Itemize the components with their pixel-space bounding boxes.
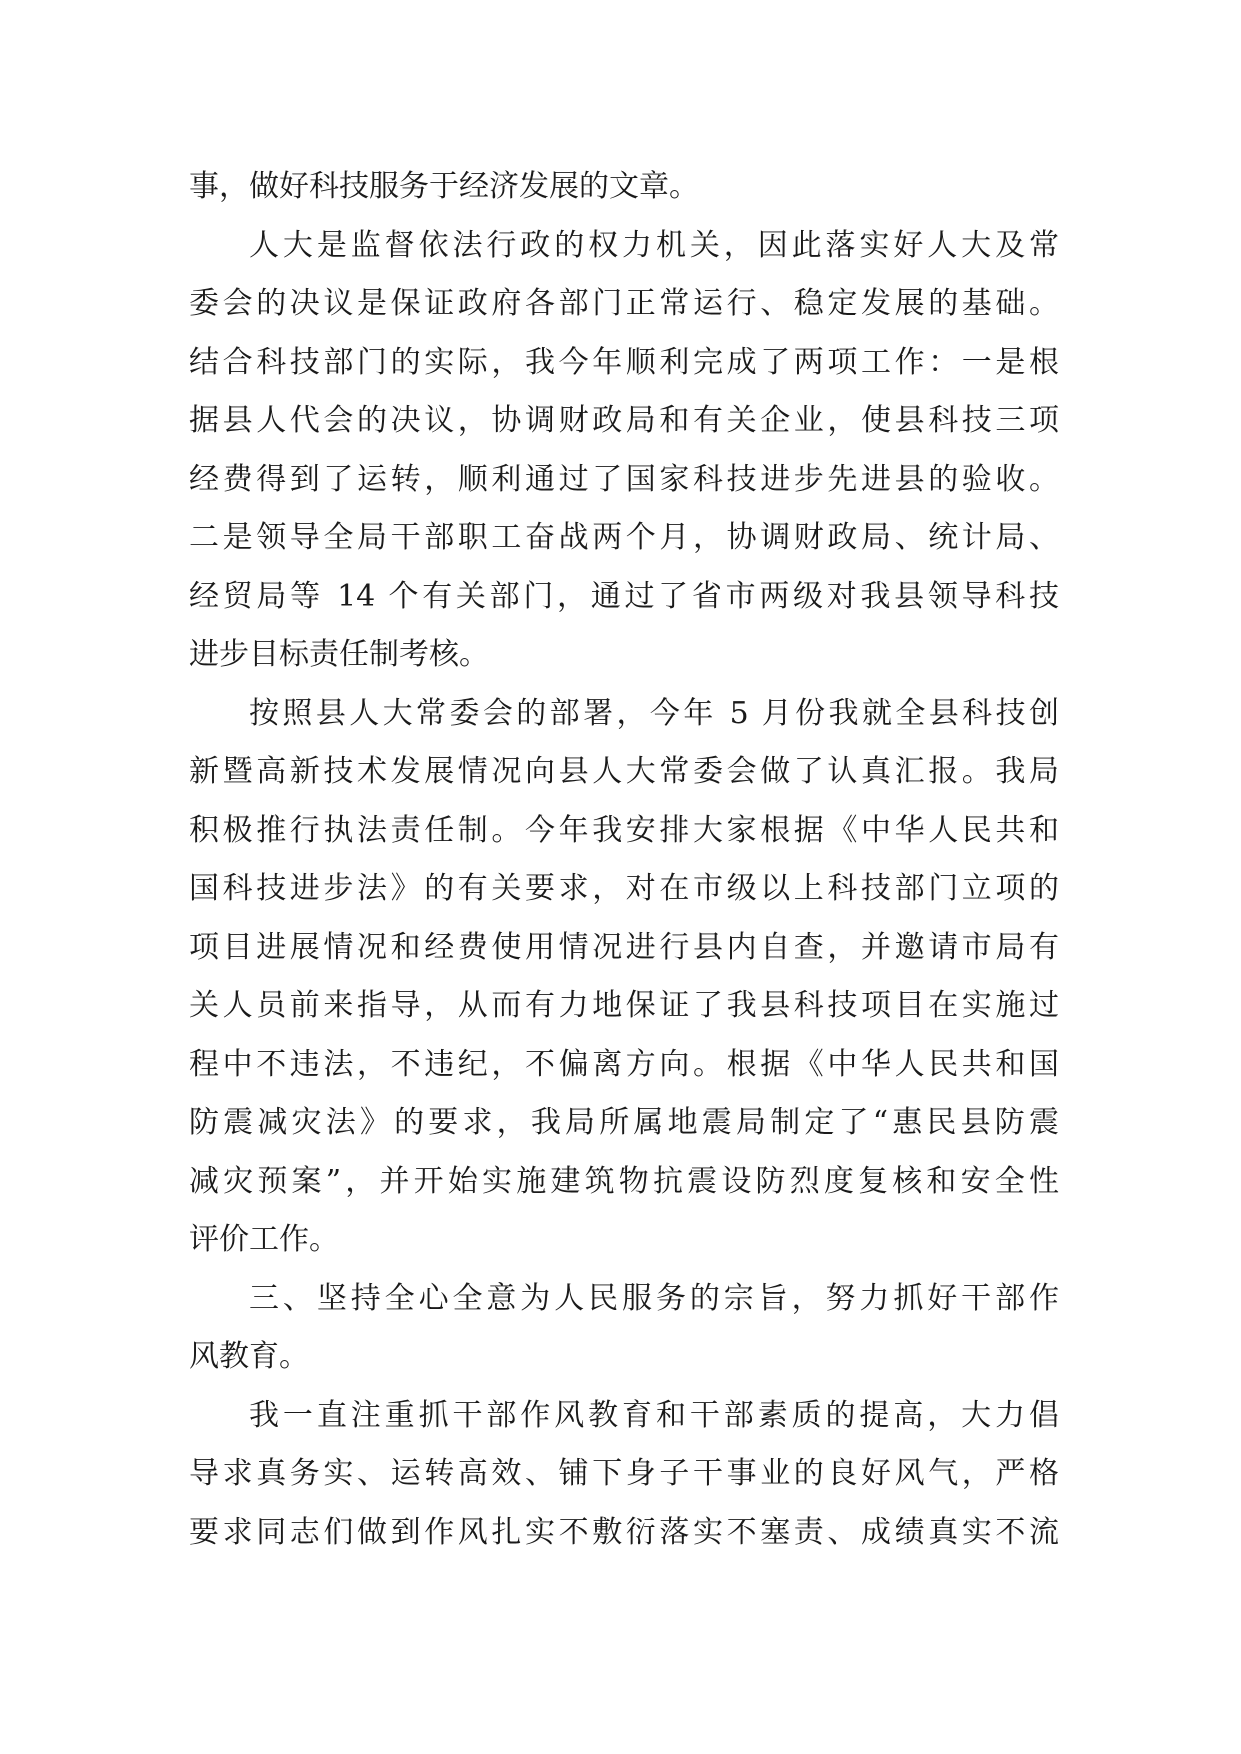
text-line: 进步目标责任制考核。: [189, 637, 489, 672]
text-line: 积极推行执法责任制。今年我安排大家根据《中华人民共和: [189, 812, 1059, 848]
text-line: 我一直注重抓干部作风教育和干部素质的提高，大力倡: [249, 1397, 1059, 1433]
text-line: 新暨高新技术发展情况向县人大常委会做了认真汇报。我局: [189, 754, 1059, 789]
text-line: 按照县人大常委会的部署，今年 5 月份我就全县科技创: [249, 695, 1059, 731]
text-line: 经贸局等 14 个有关部门，通过了省市两级对我县领导科技: [189, 578, 1059, 614]
text-line: 经费得到了运转，顺利通过了国家科技进步先进县的验收。: [189, 461, 1059, 497]
text-line: 导求真务实、运转高效、铺下身子干事业的良好风气，严格: [189, 1456, 1059, 1491]
text-line: 委会的决议是保证政府各部门正常运行、稳定发展的基础。: [189, 286, 1059, 321]
text-line: 程中不违法，不违纪，不偏离方向。根据《中华人民共和国: [189, 1046, 1059, 1082]
text-line: 国科技进步法》的有关要求，对在市级以上科技部门立项的: [189, 871, 1059, 906]
text-line: 防震减灾法》的要求，我局所属地震局制定了“惠民县防震: [189, 1105, 1059, 1140]
text-line: 风教育。: [189, 1339, 309, 1374]
text-line: 人大是监督依法行政的权力机关，因此落实好人大及常: [249, 227, 1059, 263]
body-text: [189, 158, 1059, 1562]
text-line: 事，做好科技服务于经济发展的文章。: [189, 169, 699, 204]
text-line: 评价工作。: [189, 1222, 339, 1257]
text-line: 关人员前来指导，从而有力地保证了我县科技项目在实施过: [189, 988, 1059, 1023]
text-line: 要求同志们做到作风扎实不敷衍落实不塞责、成绩真实不流: [189, 1514, 1059, 1550]
text-line: 据县人代会的决议，协调财政局和有关企业，使县科技三项: [189, 403, 1059, 438]
text-line: 减灾预案”，并开始实施建筑物抗震设防烈度复核和安全性: [189, 1163, 1059, 1199]
text-line: 项目进展情况和经费使用情况进行县内自查，并邀请市局有: [189, 929, 1059, 965]
text-line: 三、坚持全心全意为人民服务的宗旨，努力抓好干部作: [249, 1280, 1059, 1316]
text-line: 二是领导全局干部职工奋战两个月，协调财政局、统计局、: [189, 520, 1059, 555]
text-line: 结合科技部门的实际，我今年顺利完成了两项工作：一是根: [189, 344, 1059, 380]
